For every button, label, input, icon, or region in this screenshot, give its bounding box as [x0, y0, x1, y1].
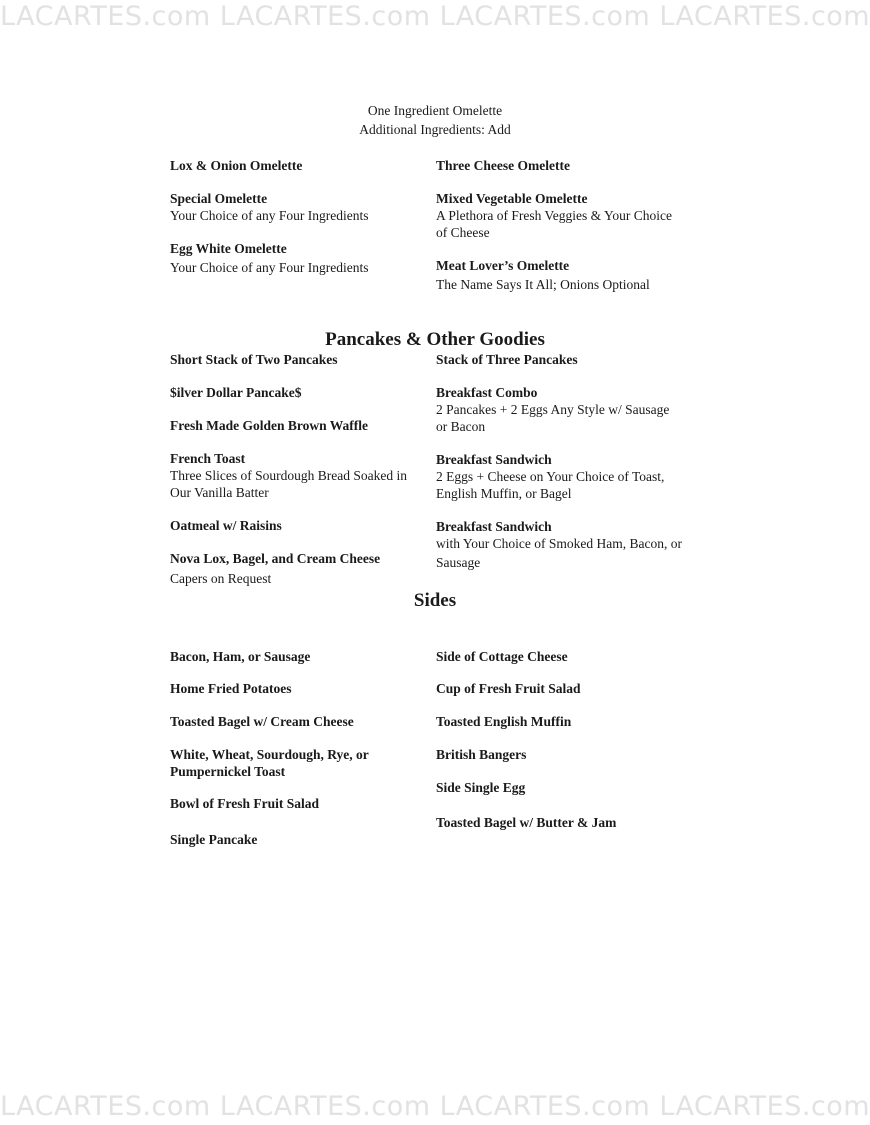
item-name: Breakfast Combo [436, 385, 538, 400]
item-name: Side of Cottage Cheese [436, 649, 568, 664]
item-name: Special Omelette [170, 191, 268, 206]
item-name: Side Single Egg [436, 780, 526, 795]
item-description: Sausage [436, 555, 481, 570]
side-item [436, 779, 701, 796]
watermark-bottom: LACARTES.com LACARTES.com LACARTES.com LACARTES.com [0, 1091, 870, 1122]
item-name: Toasted English Muffin [436, 714, 572, 729]
item-name: Egg White Omelette [170, 241, 287, 256]
item-description: Your Choice of any Four Ingredients [170, 208, 369, 223]
menu-item-special-omelette [170, 190, 425, 224]
side-item [170, 831, 425, 848]
item-name: Mixed Vegetable Omelette [436, 191, 588, 206]
item-name: Pumpernickel Toast [170, 764, 286, 779]
item-name: Bacon, Ham, or Sausage [170, 649, 311, 664]
item-name: Lox & Onion Omelette [170, 158, 303, 173]
item-description: or Bacon [436, 419, 486, 434]
menu-item-three-cheese [436, 157, 701, 174]
item-description: Capers on Request [170, 571, 272, 586]
section-title-sides: Sides [413, 590, 457, 611]
side-item [436, 746, 701, 763]
watermark-top: LACARTES.com LACARTES.com LACARTES.com LACARTES.com [0, 1, 870, 32]
menu-item-nova-lox [170, 550, 425, 587]
item-name: Meat Lover’s Omelette [436, 258, 570, 273]
item-name: Breakfast Sandwich [436, 519, 552, 534]
side-item [170, 713, 425, 730]
item-name: French Toast [170, 451, 246, 466]
item-description: of Cheese [436, 225, 490, 240]
item-name: Toasted Bagel w/ Butter & Jam [436, 815, 617, 830]
menu-item-silver-dollar [170, 384, 425, 401]
item-description: English Muffin, or Bagel [436, 486, 572, 501]
menu-item-french-toast [170, 450, 425, 501]
side-item [436, 680, 701, 697]
menu-item-waffle [170, 417, 425, 434]
menu-item-egg-white [170, 240, 425, 276]
item-name: Three Cheese Omelette [436, 158, 570, 173]
item-name: Oatmeal w/ Raisins [170, 518, 282, 533]
item-name: Bowl of Fresh Fruit Salad [170, 796, 320, 811]
side-item [170, 795, 425, 812]
intro-line-2: Additional Ingredients: Add [359, 122, 511, 137]
item-name: Breakfast Sandwich [436, 452, 552, 467]
item-description: Three Slices of Sourdough Bread Soaked in [170, 468, 407, 483]
side-item [436, 713, 701, 730]
item-name: Cup of Fresh Fruit Salad [436, 681, 581, 696]
item-description: 2 Pancakes + 2 Eggs Any Style w/ Sausage [436, 402, 670, 417]
side-item [170, 648, 425, 665]
menu-item-meat-lover [436, 257, 701, 293]
item-description: 2 Eggs + Cheese on Your Choice of Toast, [436, 469, 665, 484]
menu-item-lox-onion [170, 157, 425, 174]
item-name: Short Stack of Two Pancakes [170, 352, 338, 367]
section-title-pancakes: Pancakes & Other Goodies [325, 329, 545, 350]
intro-line-1: One Ingredient Omelette [367, 103, 503, 118]
menu-item-oatmeal [170, 517, 425, 534]
menu-item-mixed-vegetable [436, 190, 701, 241]
item-name: British Bangers [436, 747, 527, 762]
item-name: Nova Lox, Bagel, and Cream Cheese [170, 551, 381, 566]
item-description: Your Choice of any Four Ingredients [170, 260, 369, 275]
menu-item-stack-three [436, 351, 701, 368]
side-item [170, 680, 425, 697]
item-name: White, Wheat, Sourdough, Rye, or [170, 747, 369, 762]
item-name: Stack of Three Pancakes [436, 352, 578, 367]
item-description: with Your Choice of Smoked Ham, Bacon, or [436, 536, 682, 551]
item-description: A Plethora of Fresh Veggies & Your Choice [436, 208, 672, 223]
item-name: $ilver Dollar Pancake$ [170, 385, 302, 400]
menu-item-short-stack [170, 351, 425, 368]
item-name: Fresh Made Golden Brown Waffle [170, 418, 369, 433]
side-item [436, 648, 701, 665]
menu-item-breakfast-sandwich-1 [436, 451, 701, 502]
item-name: Home Fried Potatoes [170, 681, 292, 696]
item-name: Toasted Bagel w/ Cream Cheese [170, 714, 354, 729]
menu-item-breakfast-combo [436, 384, 701, 435]
item-name: Single Pancake [170, 832, 258, 847]
side-item [170, 746, 425, 780]
item-description: The Name Says It All; Onions Optional [436, 277, 650, 292]
item-description: Our Vanilla Batter [170, 485, 269, 500]
side-item [436, 814, 701, 831]
menu-item-breakfast-sandwich-2 [436, 518, 701, 571]
